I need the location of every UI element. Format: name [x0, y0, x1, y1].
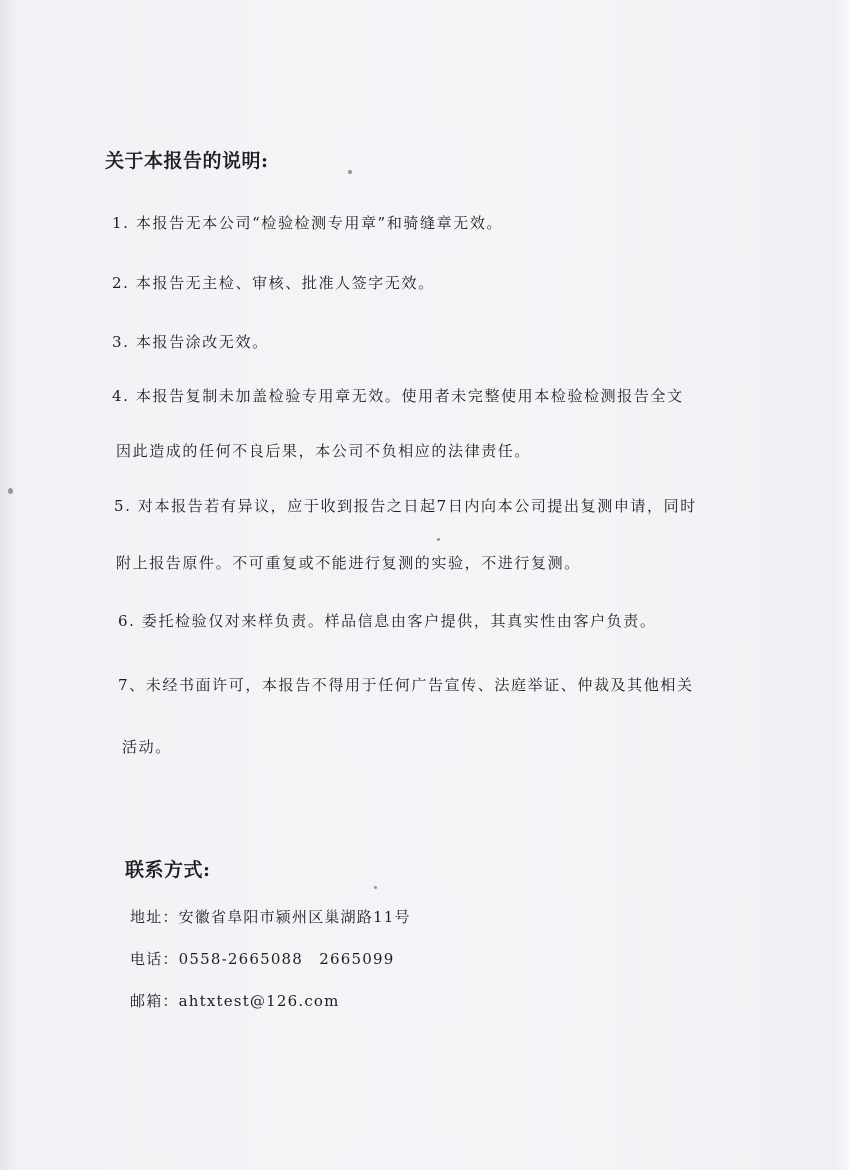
- scan-speck: [374, 886, 377, 889]
- note-item-continued: 活动。: [122, 738, 172, 756]
- note-item: 6. 委托检验仅对来样负责。样品信息由客户提供，其真实性由客户负责。: [118, 612, 657, 630]
- note-item-continued: 因此造成的任何不良后果，本公司不负相应的法律责任。: [116, 442, 532, 460]
- note-item-continued: 附上报告原件。不可重复或不能进行复测的实验，不进行复测。: [116, 554, 581, 572]
- scan-speck: [437, 538, 440, 541]
- contact-email: 邮箱：ahtxtest@126.com: [130, 992, 340, 1010]
- page-edge: [836, 0, 850, 1170]
- contact-phone: 电话：0558-2665088 2665099: [130, 950, 395, 968]
- note-item: 5. 对本报告若有异议，应于收到报告之日起7日内向本公司提出复测申请，同时: [114, 497, 697, 515]
- note-item: 4. 本报告复制未加盖检验专用章无效。使用者未完整使用本检验检测报告全文: [112, 387, 684, 405]
- scan-speck: [8, 488, 13, 494]
- scan-speck: [348, 170, 352, 174]
- contact-address: 地址：安徽省阜阳市颍州区巢湖路11号: [130, 908, 411, 926]
- contact-title: 联系方式:: [125, 859, 211, 881]
- note-item: 3. 本报告涂改无效。: [112, 333, 269, 351]
- note-item: 1. 本报告无本公司“检验检测专用章”和骑缝章无效。: [112, 214, 504, 232]
- note-item: 7、未经书面许可，本报告不得用于任何广告宣传、法庭举证、仲裁及其他相关: [118, 676, 694, 694]
- notes-title: 关于本报告的说明:: [105, 150, 269, 172]
- note-item: 2. 本报告无主检、审核、批准人签字无效。: [112, 274, 435, 292]
